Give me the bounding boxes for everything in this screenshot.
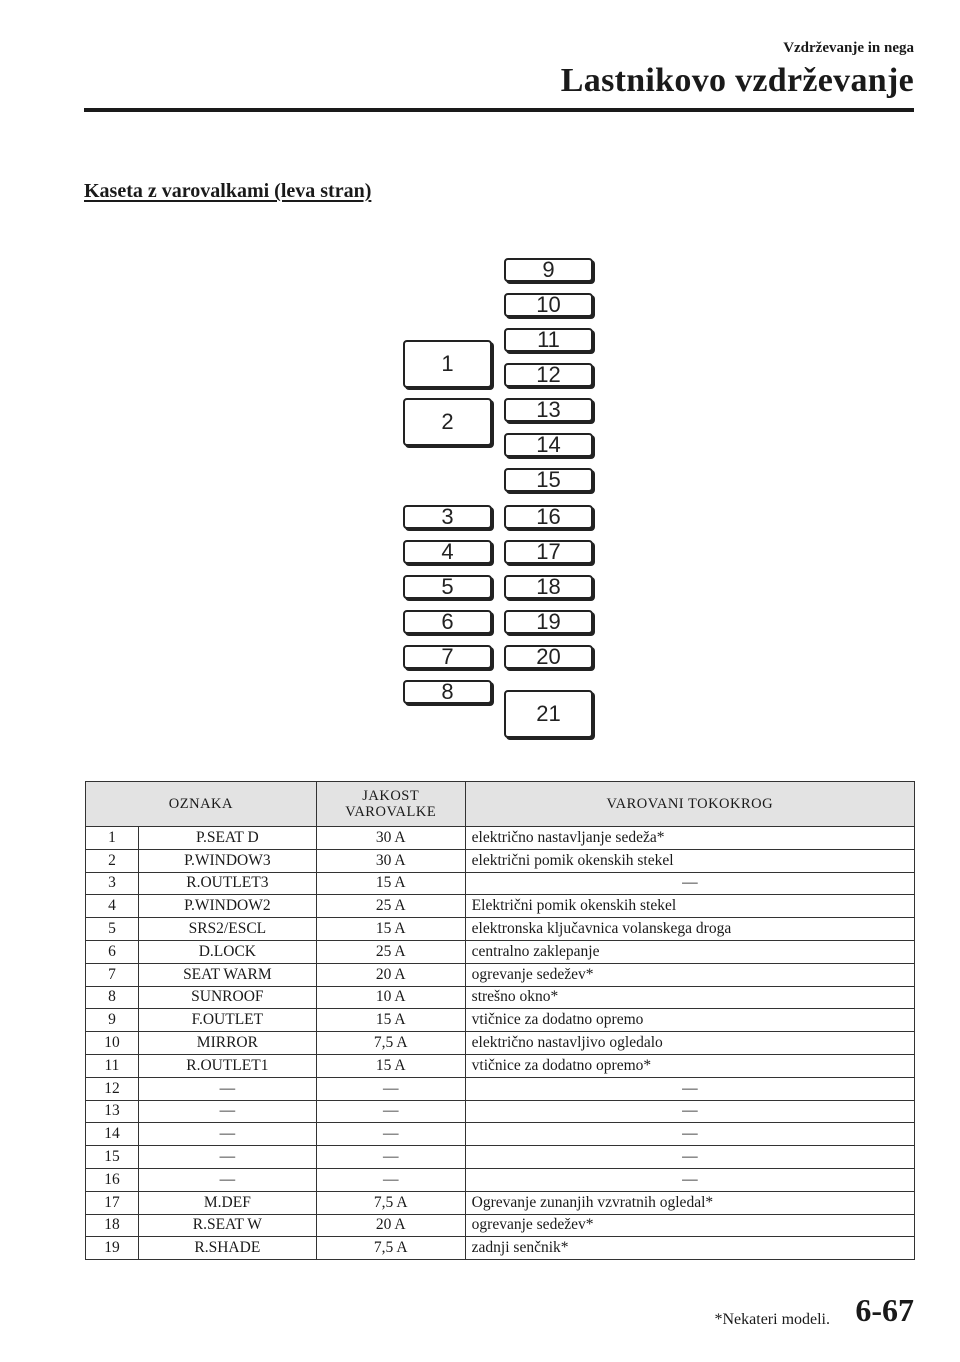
fuse-4: 4 xyxy=(403,540,492,564)
cell-number: 15 xyxy=(86,1146,139,1169)
cell-tokokrog: — xyxy=(465,1077,914,1100)
table-row xyxy=(86,895,915,918)
cell-number: 10 xyxy=(86,1032,139,1055)
cell-oznaka: F.OUTLET xyxy=(138,1009,316,1032)
header-rule xyxy=(84,108,914,112)
cell-number: 9 xyxy=(86,1009,139,1032)
cell-number: 13 xyxy=(86,1100,139,1123)
cell-oznaka: P.WINDOW2 xyxy=(138,895,316,918)
cell-number: 1 xyxy=(86,827,139,850)
cell-oznaka: R.SHADE xyxy=(138,1237,316,1260)
fuse-17: 17 xyxy=(504,540,593,564)
fuse-10: 10 xyxy=(504,293,593,317)
fuse-11: 11 xyxy=(504,328,593,352)
cell-oznaka: — xyxy=(138,1077,316,1100)
cell-number: 17 xyxy=(86,1191,139,1214)
table-row xyxy=(86,1146,915,1169)
cell-jakost: — xyxy=(316,1100,465,1123)
cell-tokokrog: — xyxy=(465,872,914,895)
cell-tokokrog: — xyxy=(465,1123,914,1146)
section-title-header: Lastnikovo vzdrževanje xyxy=(560,62,914,99)
cell-tokokrog: električno nastavljanje sedeža* xyxy=(465,827,914,850)
fuse-18: 18 xyxy=(504,575,593,599)
cell-oznaka: SUNROOF xyxy=(138,986,316,1009)
cell-number: 6 xyxy=(86,940,139,963)
cell-number: 12 xyxy=(86,1077,139,1100)
fuse-6: 6 xyxy=(403,610,492,634)
cell-oznaka: P.WINDOW3 xyxy=(138,849,316,872)
fuse-8: 8 xyxy=(403,680,492,704)
cell-jakost: 15 A xyxy=(316,918,465,941)
cell-number: 11 xyxy=(86,1054,139,1077)
cell-jakost: 25 A xyxy=(316,895,465,918)
cell-jakost: 15 A xyxy=(316,1054,465,1077)
cell-oznaka: MIRROR xyxy=(138,1032,316,1055)
table-row xyxy=(86,963,915,986)
cell-jakost: 20 A xyxy=(316,963,465,986)
table-row xyxy=(86,1054,915,1077)
cell-jakost: 7,5 A xyxy=(316,1237,465,1260)
cell-tokokrog: električno nastavljivo ogledalo xyxy=(465,1032,914,1055)
cell-tokokrog: električni pomik okenskih stekel xyxy=(465,849,914,872)
cell-number: 7 xyxy=(86,963,139,986)
table-row xyxy=(86,918,915,941)
cell-tokokrog: elektronska ključavnica volanskega droga xyxy=(465,918,914,941)
fuse-19: 19 xyxy=(504,610,593,634)
cell-oznaka: R.OUTLET3 xyxy=(138,872,316,895)
cell-tokokrog: — xyxy=(465,1168,914,1191)
cell-number: 4 xyxy=(86,895,139,918)
cell-number: 8 xyxy=(86,986,139,1009)
cell-jakost: 15 A xyxy=(316,1009,465,1032)
cell-oznaka: — xyxy=(138,1123,316,1146)
cell-jakost: 20 A xyxy=(316,1214,465,1237)
cell-oznaka: M.DEF xyxy=(138,1191,316,1214)
cell-jakost: — xyxy=(316,1168,465,1191)
fuse-table xyxy=(85,781,915,1260)
cell-jakost: 15 A xyxy=(316,872,465,895)
fuse-21: 21 xyxy=(504,690,593,738)
chapter-title: Vzdrževanje in nega xyxy=(783,40,914,56)
table-row xyxy=(86,1009,915,1032)
footnote: *Nekateri modeli. xyxy=(714,1311,830,1328)
cell-jakost: 30 A xyxy=(316,849,465,872)
cell-number: 5 xyxy=(86,918,139,941)
cell-number: 3 xyxy=(86,872,139,895)
table-row xyxy=(86,1032,915,1055)
cell-jakost: 30 A xyxy=(316,827,465,850)
fuse-2: 2 xyxy=(403,398,492,446)
table-row xyxy=(86,1237,915,1260)
header-tokokrog: VAROVANI TOKOKROG xyxy=(465,782,914,827)
cell-tokokrog: — xyxy=(465,1146,914,1169)
cell-oznaka: — xyxy=(138,1100,316,1123)
cell-jakost: — xyxy=(316,1123,465,1146)
header-jakost-line2: VAROVALKE xyxy=(345,804,437,820)
header-jakost-line1: JAKOST xyxy=(362,788,420,804)
table-row xyxy=(86,827,915,850)
fuse-7: 7 xyxy=(403,645,492,669)
cell-tokokrog: strešno okno* xyxy=(465,986,914,1009)
cell-jakost: 10 A xyxy=(316,986,465,1009)
fuse-5: 5 xyxy=(403,575,492,599)
cell-tokokrog: ogrevanje sedežev* xyxy=(465,1214,914,1237)
cell-jakost: 25 A xyxy=(316,940,465,963)
cell-jakost: — xyxy=(316,1077,465,1100)
table-row xyxy=(86,1077,915,1100)
page-number: 6-67 xyxy=(855,1292,914,1328)
cell-tokokrog: vtičnice za dodatno opremo* xyxy=(465,1054,914,1077)
cell-number: 19 xyxy=(86,1237,139,1260)
fuse-12: 12 xyxy=(504,363,593,387)
table-row xyxy=(86,1214,915,1237)
table-row xyxy=(86,940,915,963)
cell-oznaka: D.LOCK xyxy=(138,940,316,963)
fuse-20: 20 xyxy=(504,645,593,669)
page-heading: Kaseta z varovalkami (leva stran) xyxy=(84,180,372,202)
table-row xyxy=(86,986,915,1009)
table-row xyxy=(86,1123,915,1146)
cell-tokokrog: zadnji senčnik* xyxy=(465,1237,914,1260)
cell-tokokrog: ogrevanje sedežev* xyxy=(465,963,914,986)
cell-tokokrog: centralno zaklepanje xyxy=(465,940,914,963)
cell-jakost: 7,5 A xyxy=(316,1191,465,1214)
table-row xyxy=(86,1168,915,1191)
table-row xyxy=(86,872,915,895)
fuse-3: 3 xyxy=(403,505,492,529)
table-row xyxy=(86,1191,915,1214)
cell-number: 16 xyxy=(86,1168,139,1191)
cell-number: 14 xyxy=(86,1123,139,1146)
cell-number: 18 xyxy=(86,1214,139,1237)
fuse-16: 16 xyxy=(504,505,593,529)
cell-oznaka: — xyxy=(138,1146,316,1169)
fuse-13: 13 xyxy=(504,398,593,422)
cell-oznaka: — xyxy=(138,1168,316,1191)
cell-oznaka: SEAT WARM xyxy=(138,963,316,986)
fuse-1: 1 xyxy=(403,340,492,388)
cell-jakost: — xyxy=(316,1146,465,1169)
cell-tokokrog: vtičnice za dodatno opremo xyxy=(465,1009,914,1032)
cell-oznaka: R.SEAT W xyxy=(138,1214,316,1237)
cell-oznaka: SRS2/ESCL xyxy=(138,918,316,941)
cell-number: 2 xyxy=(86,849,139,872)
cell-oznaka: P.SEAT D xyxy=(138,827,316,850)
table-row xyxy=(86,849,915,872)
fuse-15: 15 xyxy=(504,468,593,492)
header-jakost xyxy=(316,782,465,827)
cell-oznaka: R.OUTLET1 xyxy=(138,1054,316,1077)
cell-jakost: 7,5 A xyxy=(316,1032,465,1055)
cell-tokokrog: Ogrevanje zunanjih vzvratnih ogledal* xyxy=(465,1191,914,1214)
fuse-14: 14 xyxy=(504,433,593,457)
table-row xyxy=(86,1100,915,1123)
header-oznaka: OZNAKA xyxy=(86,782,317,827)
fuse-9: 9 xyxy=(504,258,593,282)
table-header-row xyxy=(86,782,915,827)
cell-tokokrog: — xyxy=(465,1100,914,1123)
cell-tokokrog: Električni pomik okenskih stekel xyxy=(465,895,914,918)
